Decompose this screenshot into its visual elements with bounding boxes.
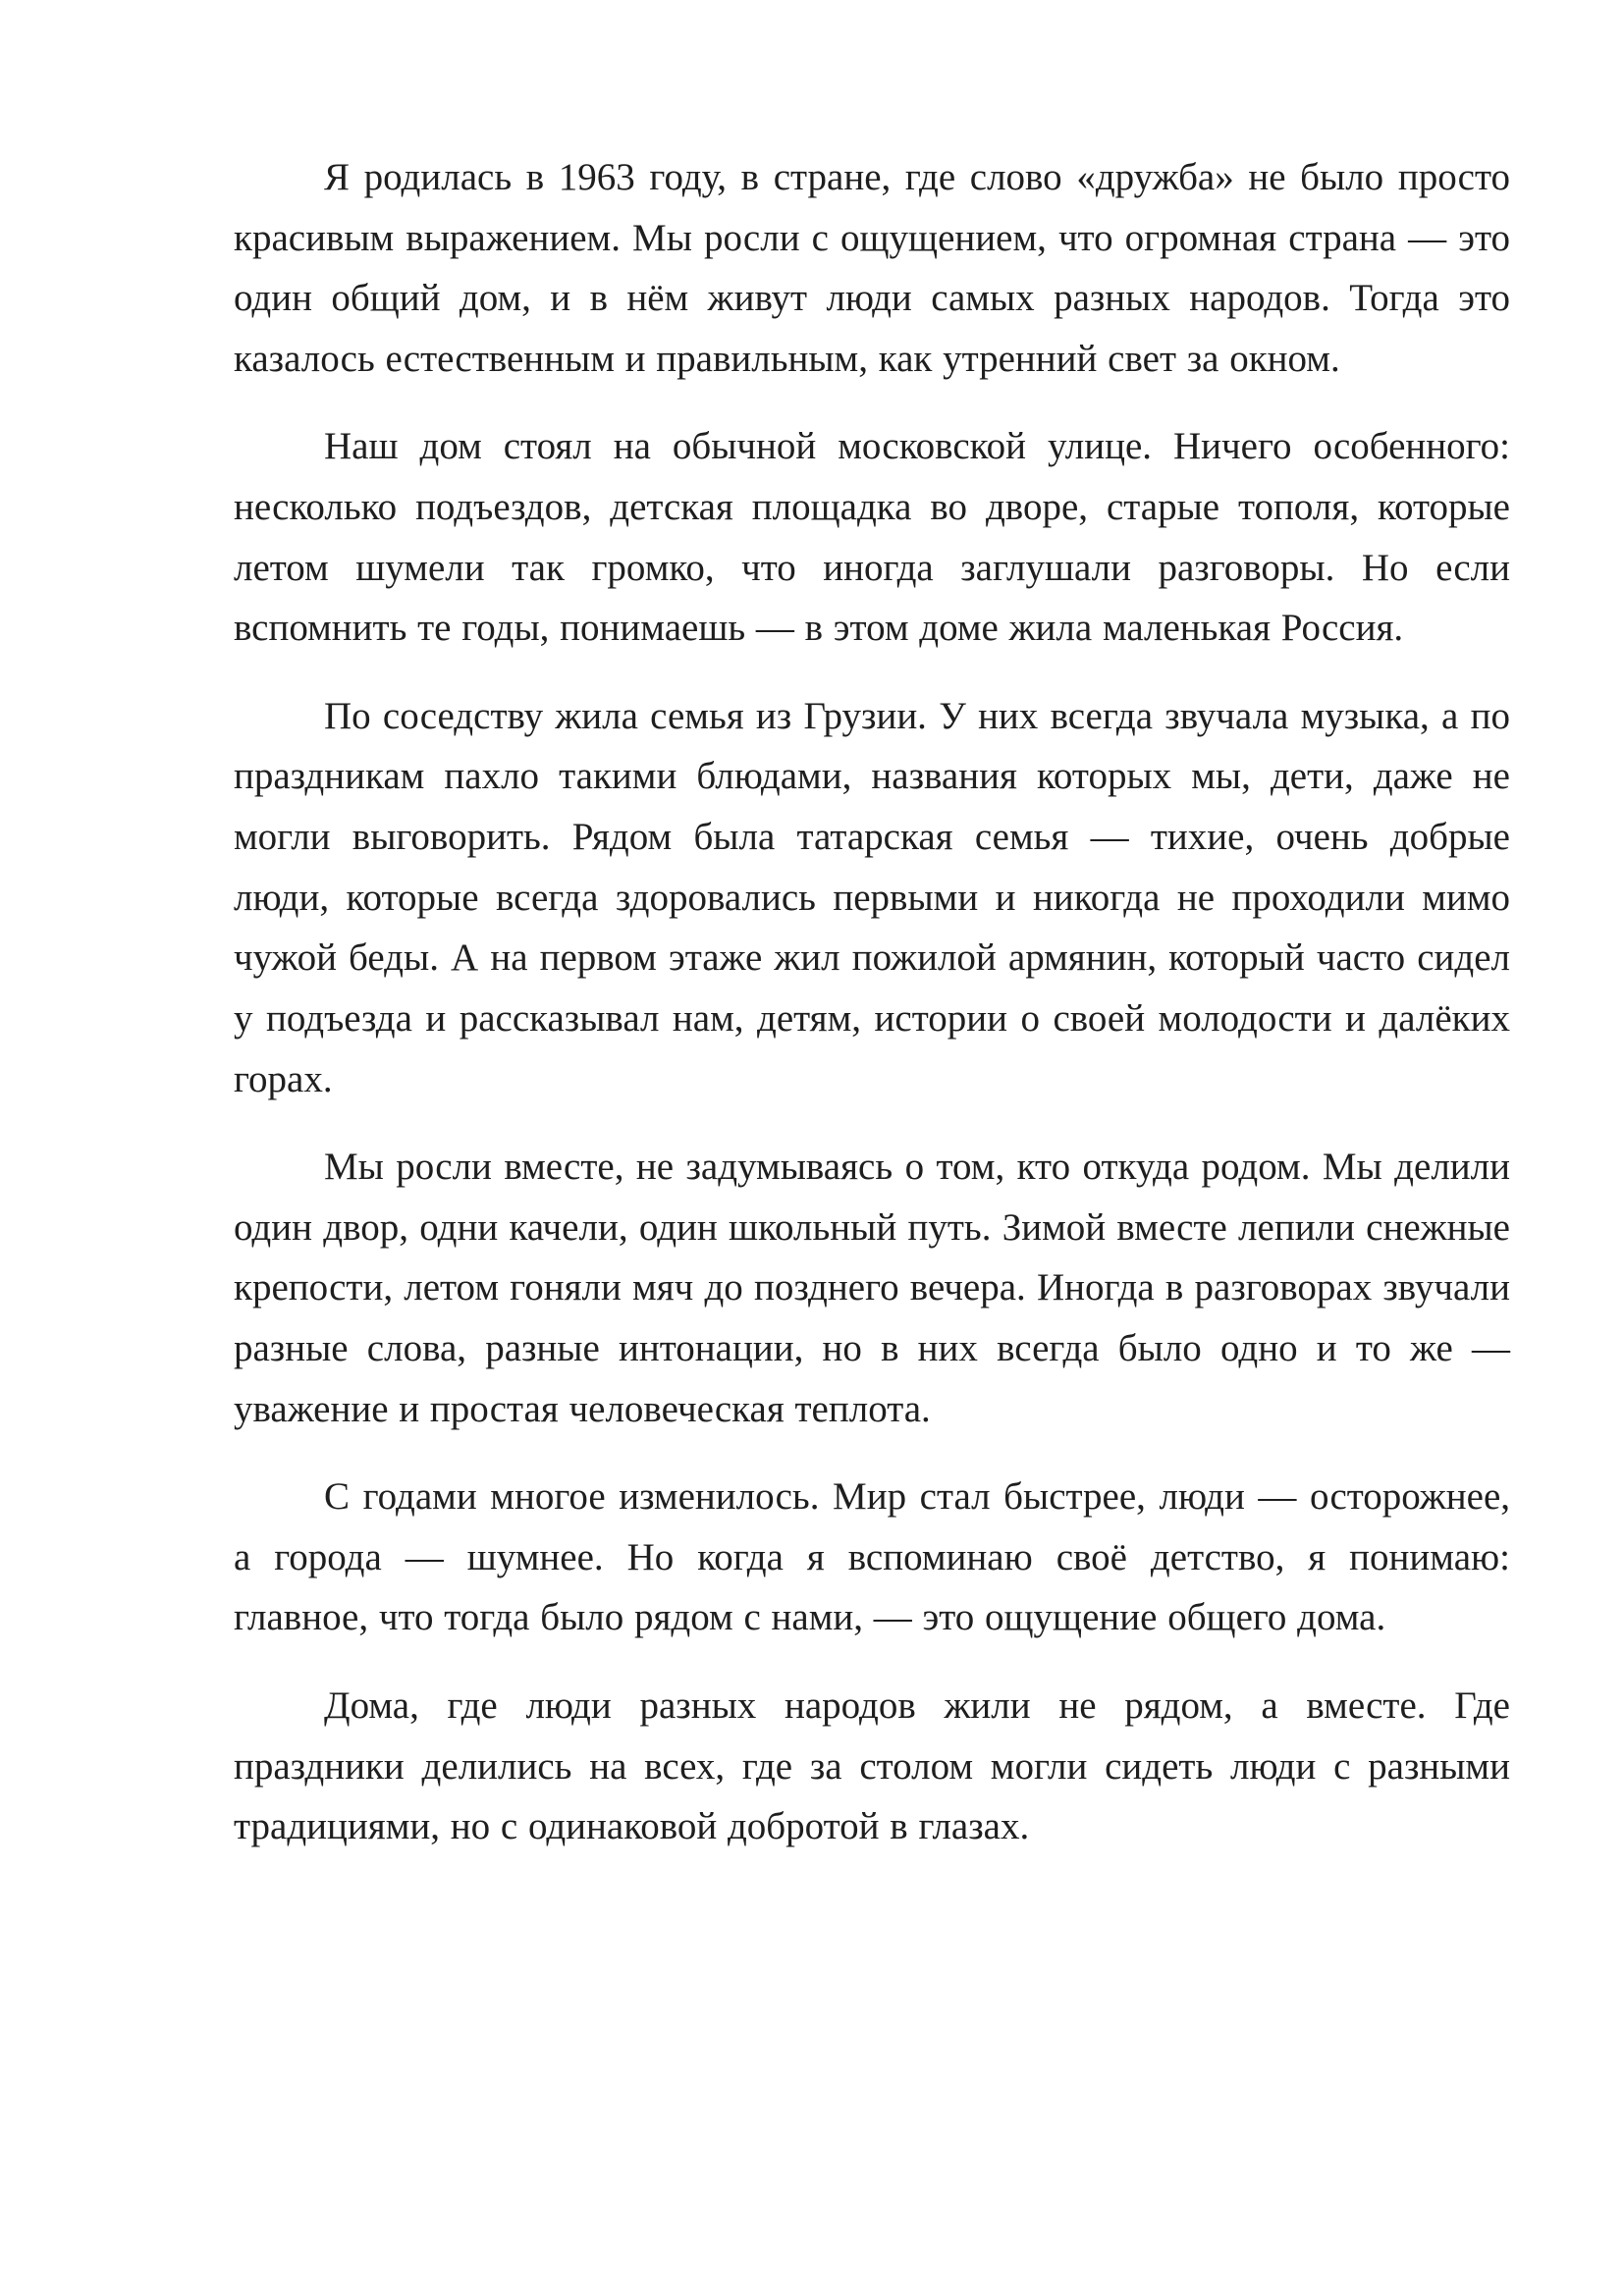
paragraph-3: По соседству жила семья из Грузии. У них всегда звучала музыка, а по праздникам пахло такими блюдами, названия которых мы, дети, даже не могли выговорить. Рядом была татарская семья — тихие, очень добрые люди, которые всегда здоровались первыми и никогда не проходили мимо чужой беды. А на первом этаже жил пожилой армянин, который часто сидел у подъезда и рассказывал нам, детям, истории о своей молодости и далёких горах.	[234, 694, 1510, 1100]
paragraph-5: С годами многое изменилось. Мир стал быстрее, люди — осторожнее, а города — шумнее. Но когда я вспоминаю своё детство, я понимаю: главное, что тогда было рядом с нами, — это ощущение общего дома.	[234, 1475, 1510, 1639]
paragraph-1: Я родилась в 1963 году, в стране, где слово «дружба» не было просто красивым выражением. Мы росли с ощущением, что огромная страна — это один общий дом, и в нём живут люди самых разных народов. Тогда это казалось естественным и правильным, как утренний свет за окном.	[234, 156, 1510, 380]
paragraph-2: Наш дом стоял на обычной московской улице. Ничего особенного: несколько подъездов, детская площадка во дворе, старые тополя, которые летом шумели так громко, что иногда заглушали разговоры. Но если вспомнить те годы, понимаешь — в этом доме жила маленькая Россия.	[234, 425, 1510, 650]
paragraph-4: Мы росли вместе, не задумываясь о том, кто откуда родом. Мы делили один двор, одни качели, один школьный путь. Зимой вместе лепили снежные крепости, летом гоняли мяч до позднего вечера. Иногда в разговорах звучали разные слова, разные интонации, но в них всегда было одно и то же — уважение и простая человеческая теплота.	[234, 1146, 1510, 1430]
text-block	[234, 147, 1510, 1885]
paragraph-6: Дома, где люди разных народов жили не рядом, а вместе. Где праздники делились на всех, где за столом могли сидеть люди с разными традициями, но с одинаковой добротой в глазах.	[234, 1684, 1510, 1848]
